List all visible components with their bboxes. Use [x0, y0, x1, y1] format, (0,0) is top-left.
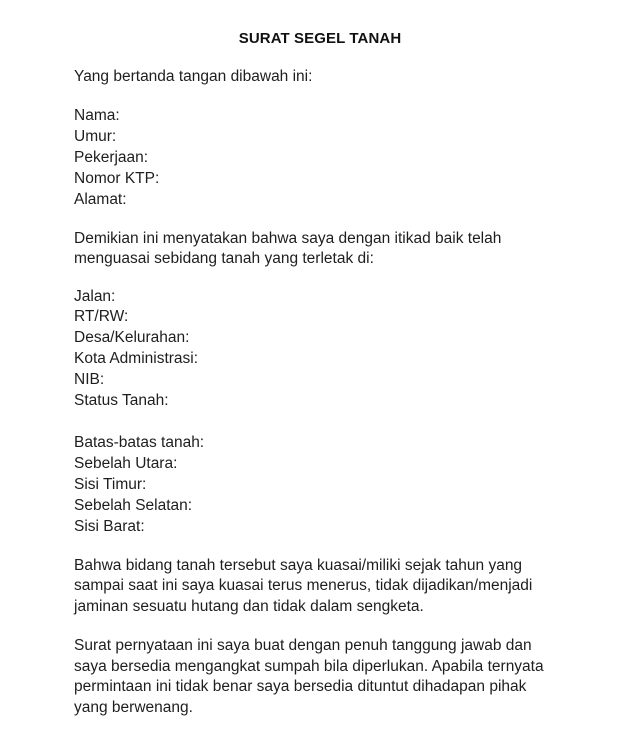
field-jalan: Jalan:	[74, 288, 116, 305]
intro-text: Yang bertanda tangan dibawah ini:	[74, 68, 313, 85]
closing-line: Surat pernyataan ini saya buat dengan penuh tanggung jawab dan	[74, 637, 532, 654]
field-alamat: Alamat:	[74, 191, 127, 208]
field-desa-kelurahan: Desa/Kelurahan:	[74, 329, 190, 346]
boundary-heading: Batas-batas tanah:	[74, 434, 205, 451]
closing-line: permintaan ini tidak benar saya bersedia dituntut dihadapan pihak	[74, 678, 527, 695]
ownership-line: sampai saat ini saya kuasai terus menerus, tidak dijadikan/menjadi	[74, 577, 533, 594]
closing-line: saya bersedia mengangkat sumpah bila diperlukan. Apabila ternyata	[74, 658, 544, 675]
field-sebelah-utara: Sebelah Utara:	[74, 455, 178, 472]
field-nomor-ktp: Nomor KTP:	[74, 170, 160, 187]
field-nib: NIB:	[74, 371, 105, 388]
field-kota-administrasi: Kota Administrasi:	[74, 350, 199, 367]
field-pekerjaan: Pekerjaan:	[74, 149, 149, 166]
field-status-tanah: Status Tanah:	[74, 392, 169, 409]
field-sebelah-selatan: Sebelah Selatan:	[74, 497, 193, 514]
ownership-line: jaminan sesuatu hutang dan tidak dalam sengketa.	[74, 598, 424, 615]
field-umur: Umur:	[74, 128, 117, 145]
field-sisi-timur: Sisi Timur:	[74, 476, 147, 493]
closing-line: yang berwenang.	[74, 699, 193, 716]
document-title: SURAT SEGEL TANAH	[238, 30, 402, 47]
statement-line: menguasai sebidang tanah yang terletak di:	[74, 250, 374, 267]
ownership-line: Bahwa bidang tanah tersebut saya kuasai/miliki sejak tahun yang	[74, 557, 523, 574]
field-nama: Nama:	[74, 107, 120, 124]
statement-line: Demikian ini menyatakan bahwa saya dengan itikad baik telah	[74, 230, 502, 247]
field-sisi-barat: Sisi Barat:	[74, 518, 145, 535]
field-rt-rw: RT/RW:	[74, 308, 129, 325]
